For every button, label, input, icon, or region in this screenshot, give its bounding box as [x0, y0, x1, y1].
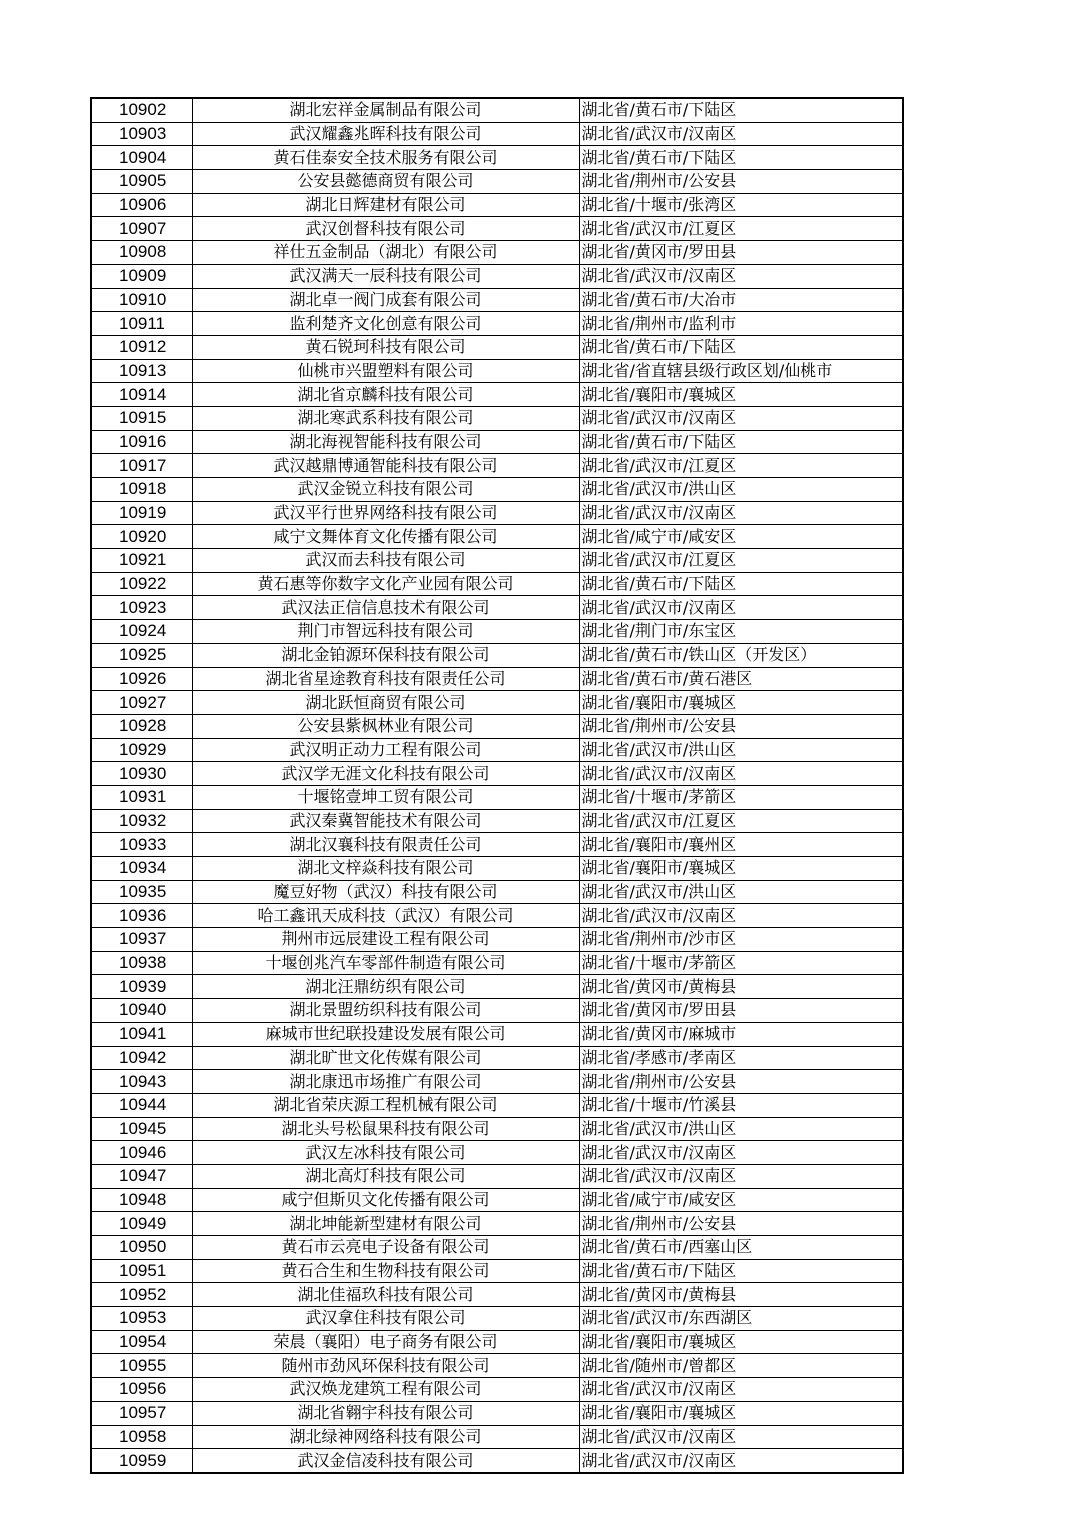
row-id-cell: 10926	[91, 667, 192, 691]
location-cell: 湖北省/黄石市/黄石港区	[579, 667, 903, 691]
company-name-cell: 公安县懿德商贸有限公司	[192, 170, 579, 194]
table-row	[91, 1093, 903, 1117]
location-cell: 湖北省/黄石市/下陆区	[579, 146, 903, 170]
location-cell: 湖北省/襄阳市/襄城区	[579, 857, 903, 881]
row-id-cell: 10906	[91, 193, 192, 217]
table-row	[91, 857, 903, 881]
company-name-cell: 咸宁但斯贝文化传播有限公司	[192, 1188, 579, 1212]
company-name-cell: 湖北绿神网络科技有限公司	[192, 1425, 579, 1449]
table-row	[91, 762, 903, 786]
company-name-cell: 十堰铭壹坤工贸有限公司	[192, 785, 579, 809]
company-name-cell: 湖北景盟纺织科技有限公司	[192, 999, 579, 1023]
table-row	[91, 1307, 903, 1331]
table-row	[91, 1354, 903, 1378]
company-name-cell: 十堰创兆汽车零部件制造有限公司	[192, 951, 579, 975]
location-cell: 湖北省/荆门市/东宝区	[579, 620, 903, 644]
location-cell: 湖北省/咸宁市/咸安区	[579, 525, 903, 549]
company-name-cell: 魔豆好物（武汉）科技有限公司	[192, 880, 579, 904]
location-cell: 湖北省/武汉市/江夏区	[579, 217, 903, 241]
company-name-cell: 湖北金铂源环保科技有限公司	[192, 643, 579, 667]
row-id-cell: 10908	[91, 241, 192, 265]
table-row	[91, 288, 903, 312]
company-name-cell: 咸宁文舞体育文化传播有限公司	[192, 525, 579, 549]
table-row	[91, 335, 903, 359]
table-row	[91, 667, 903, 691]
table-row	[91, 549, 903, 573]
row-id-cell: 10912	[91, 335, 192, 359]
company-name-cell: 荆州市远辰建设工程有限公司	[192, 928, 579, 952]
table-row	[91, 1022, 903, 1046]
row-id-cell: 10956	[91, 1378, 192, 1402]
table-row	[91, 1212, 903, 1236]
table-row	[91, 596, 903, 620]
company-name-cell: 湖北海视智能科技有限公司	[192, 430, 579, 454]
table-row	[91, 714, 903, 738]
row-id-cell: 10928	[91, 714, 192, 738]
table-body	[91, 98, 903, 1473]
location-cell: 湖北省/襄阳市/襄城区	[579, 1401, 903, 1425]
company-name-cell: 湖北省荣庆源工程机械有限公司	[192, 1093, 579, 1117]
location-cell: 湖北省/武汉市/汉南区	[579, 1425, 903, 1449]
row-id-cell: 10951	[91, 1259, 192, 1283]
location-cell: 湖北省/黄冈市/黄梅县	[579, 1283, 903, 1307]
company-name-cell: 黄石惠等你数字文化产业园有限公司	[192, 572, 579, 596]
location-cell: 湖北省/十堰市/茅箭区	[579, 785, 903, 809]
company-name-cell: 公安县紫枫林业有限公司	[192, 714, 579, 738]
table-row	[91, 1283, 903, 1307]
company-name-cell: 武汉越鼎博通智能科技有限公司	[192, 454, 579, 478]
row-id-cell: 10934	[91, 857, 192, 881]
table-row	[91, 406, 903, 430]
row-id-cell: 10921	[91, 549, 192, 573]
location-cell: 湖北省/黄石市/下陆区	[579, 572, 903, 596]
location-cell: 湖北省/襄阳市/襄城区	[579, 691, 903, 715]
location-cell: 湖北省/武汉市/汉南区	[579, 1141, 903, 1165]
company-name-cell: 武汉创督科技有限公司	[192, 217, 579, 241]
company-name-cell: 武汉秦冀智能技术有限公司	[192, 809, 579, 833]
table-row	[91, 809, 903, 833]
location-cell: 湖北省/武汉市/汉南区	[579, 264, 903, 288]
company-name-cell: 湖北头号松鼠果科技有限公司	[192, 1117, 579, 1141]
company-name-cell: 武汉而去科技有限公司	[192, 549, 579, 573]
company-name-cell: 湖北汪鼎纺织有限公司	[192, 975, 579, 999]
company-name-cell: 湖北跃恒商贸有限公司	[192, 691, 579, 715]
row-id-cell: 10937	[91, 928, 192, 952]
location-cell: 湖北省/武汉市/汉南区	[579, 122, 903, 146]
company-name-cell: 武汉学无涯文化科技有限公司	[192, 762, 579, 786]
row-id-cell: 10950	[91, 1236, 192, 1260]
row-id-cell: 10939	[91, 975, 192, 999]
location-cell: 湖北省/武汉市/洪山区	[579, 738, 903, 762]
table-row	[91, 1164, 903, 1188]
company-name-cell: 黄石合生和生物科技有限公司	[192, 1259, 579, 1283]
company-name-cell: 湖北佳福玖科技有限公司	[192, 1283, 579, 1307]
location-cell: 湖北省/黄冈市/麻城市	[579, 1022, 903, 1046]
company-name-cell: 仙桃市兴盟塑料有限公司	[192, 359, 579, 383]
table-row	[91, 1117, 903, 1141]
table-row	[91, 1330, 903, 1354]
company-name-cell: 湖北康迅市场推广有限公司	[192, 1070, 579, 1094]
table-row	[91, 501, 903, 525]
table-row	[91, 478, 903, 502]
location-cell: 湖北省/十堰市/竹溪县	[579, 1093, 903, 1117]
location-cell: 湖北省/黄石市/下陆区	[579, 98, 903, 122]
location-cell: 湖北省/荆州市/公安县	[579, 170, 903, 194]
table-row	[91, 383, 903, 407]
location-cell: 湖北省/武汉市/汉南区	[579, 501, 903, 525]
table-row	[91, 1425, 903, 1449]
row-id-cell: 10903	[91, 122, 192, 146]
table-row	[91, 975, 903, 999]
row-id-cell: 10911	[91, 312, 192, 336]
row-id-cell: 10947	[91, 1164, 192, 1188]
row-id-cell: 10936	[91, 904, 192, 928]
location-cell: 湖北省/荆州市/沙市区	[579, 928, 903, 952]
row-id-cell: 10954	[91, 1330, 192, 1354]
location-cell: 湖北省/黄石市/下陆区	[579, 430, 903, 454]
row-id-cell: 10909	[91, 264, 192, 288]
location-cell: 湖北省/武汉市/汉南区	[579, 406, 903, 430]
row-id-cell: 10917	[91, 454, 192, 478]
location-cell: 湖北省/武汉市/汉南区	[579, 1378, 903, 1402]
row-id-cell: 10913	[91, 359, 192, 383]
row-id-cell: 10931	[91, 785, 192, 809]
location-cell: 湖北省/荆州市/公安县	[579, 714, 903, 738]
company-name-cell: 湖北高灯科技有限公司	[192, 1164, 579, 1188]
row-id-cell: 10918	[91, 478, 192, 502]
table-row	[91, 951, 903, 975]
row-id-cell: 10922	[91, 572, 192, 596]
row-id-cell: 10942	[91, 1046, 192, 1070]
table-row	[91, 928, 903, 952]
table-row	[91, 146, 903, 170]
location-cell: 湖北省/荆州市/监利市	[579, 312, 903, 336]
row-id-cell: 10910	[91, 288, 192, 312]
location-cell: 湖北省/黄冈市/黄梅县	[579, 975, 903, 999]
company-name-cell: 祥仕五金制品（湖北）有限公司	[192, 241, 579, 265]
table-row	[91, 833, 903, 857]
table-row	[91, 1236, 903, 1260]
table-row	[91, 359, 903, 383]
location-cell: 湖北省/武汉市/江夏区	[579, 809, 903, 833]
row-id-cell: 10907	[91, 217, 192, 241]
row-id-cell: 10915	[91, 406, 192, 430]
location-cell: 湖北省/武汉市/洪山区	[579, 880, 903, 904]
location-cell: 湖北省/武汉市/洪山区	[579, 478, 903, 502]
company-name-cell: 武汉焕龙建筑工程有限公司	[192, 1378, 579, 1402]
table-row	[91, 691, 903, 715]
location-cell: 湖北省/黄石市/下陆区	[579, 335, 903, 359]
location-cell: 湖北省/武汉市/江夏区	[579, 454, 903, 478]
table-row	[91, 193, 903, 217]
row-id-cell: 10920	[91, 525, 192, 549]
row-id-cell: 10946	[91, 1141, 192, 1165]
row-id-cell: 10904	[91, 146, 192, 170]
table-row	[91, 620, 903, 644]
company-name-cell: 荣晨（襄阳）电子商务有限公司	[192, 1330, 579, 1354]
table-row	[91, 217, 903, 241]
company-name-cell: 湖北寒武系科技有限公司	[192, 406, 579, 430]
table-row	[91, 1070, 903, 1094]
location-cell: 湖北省/省直辖县级行政区划/仙桃市	[579, 359, 903, 383]
row-id-cell: 10914	[91, 383, 192, 407]
table-row	[91, 312, 903, 336]
location-cell: 湖北省/武汉市/江夏区	[579, 549, 903, 573]
company-name-cell: 武汉耀鑫兆晖科技有限公司	[192, 122, 579, 146]
company-name-cell: 武汉平行世界网络科技有限公司	[192, 501, 579, 525]
table-row	[91, 430, 903, 454]
location-cell: 湖北省/襄阳市/襄州区	[579, 833, 903, 857]
table-row	[91, 738, 903, 762]
company-name-cell: 湖北日辉建材有限公司	[192, 193, 579, 217]
row-id-cell: 10953	[91, 1307, 192, 1331]
location-cell: 湖北省/孝感市/孝南区	[579, 1046, 903, 1070]
company-name-cell: 麻城市世纪联投建设发展有限公司	[192, 1022, 579, 1046]
location-cell: 湖北省/武汉市/汉南区	[579, 596, 903, 620]
location-cell: 湖北省/黄石市/西塞山区	[579, 1236, 903, 1260]
table-row	[91, 98, 903, 122]
table-row	[91, 643, 903, 667]
company-name-cell: 哈工鑫讯天成科技（武汉）有限公司	[192, 904, 579, 928]
location-cell: 湖北省/武汉市/洪山区	[579, 1117, 903, 1141]
row-id-cell: 10916	[91, 430, 192, 454]
company-name-cell: 武汉法正信信息技术有限公司	[192, 596, 579, 620]
location-cell: 湖北省/随州市/曾都区	[579, 1354, 903, 1378]
row-id-cell: 10932	[91, 809, 192, 833]
location-cell: 湖北省/武汉市/汉南区	[579, 1449, 903, 1473]
table-row	[91, 170, 903, 194]
company-name-cell: 湖北省翱宇科技有限公司	[192, 1401, 579, 1425]
row-id-cell: 10938	[91, 951, 192, 975]
table-row	[91, 999, 903, 1023]
company-name-cell: 武汉明正动力工程有限公司	[192, 738, 579, 762]
company-name-cell: 武汉拿住科技有限公司	[192, 1307, 579, 1331]
location-cell: 湖北省/武汉市/汉南区	[579, 762, 903, 786]
location-cell: 湖北省/十堰市/张湾区	[579, 193, 903, 217]
table-row	[91, 264, 903, 288]
company-name-cell: 监利楚齐文化创意有限公司	[192, 312, 579, 336]
company-name-cell: 湖北卓一阀门成套有限公司	[192, 288, 579, 312]
location-cell: 湖北省/武汉市/汉南区	[579, 904, 903, 928]
company-table	[90, 97, 904, 1474]
row-id-cell: 10902	[91, 98, 192, 122]
row-id-cell: 10948	[91, 1188, 192, 1212]
company-name-cell: 湖北省京麟科技有限公司	[192, 383, 579, 407]
location-cell: 湖北省/黄石市/铁山区（开发区）	[579, 643, 903, 667]
row-id-cell: 10945	[91, 1117, 192, 1141]
row-id-cell: 10905	[91, 170, 192, 194]
company-name-cell: 湖北省星途教育科技有限责任公司	[192, 667, 579, 691]
row-id-cell: 10949	[91, 1212, 192, 1236]
company-name-cell: 湖北坤能新型建材有限公司	[192, 1212, 579, 1236]
row-id-cell: 10927	[91, 691, 192, 715]
row-id-cell: 10923	[91, 596, 192, 620]
location-cell: 湖北省/荆州市/公安县	[579, 1070, 903, 1094]
location-cell: 湖北省/黄冈市/罗田县	[579, 999, 903, 1023]
row-id-cell: 10944	[91, 1093, 192, 1117]
table-row	[91, 1188, 903, 1212]
location-cell: 湖北省/武汉市/东西湖区	[579, 1307, 903, 1331]
location-cell: 湖北省/荆州市/公安县	[579, 1212, 903, 1236]
row-id-cell: 10919	[91, 501, 192, 525]
company-list-sheet	[90, 97, 902, 1474]
company-name-cell: 湖北汉襄科技有限责任公司	[192, 833, 579, 857]
company-name-cell: 湖北文梓焱科技有限公司	[192, 857, 579, 881]
table-row	[91, 880, 903, 904]
location-cell: 湖北省/十堰市/茅箭区	[579, 951, 903, 975]
company-name-cell: 随州市劲风环保科技有限公司	[192, 1354, 579, 1378]
table-row	[91, 1141, 903, 1165]
row-id-cell: 10958	[91, 1425, 192, 1449]
table-row	[91, 1449, 903, 1473]
table-row	[91, 122, 903, 146]
location-cell: 湖北省/黄冈市/罗田县	[579, 241, 903, 265]
company-name-cell: 武汉左冰科技有限公司	[192, 1141, 579, 1165]
company-name-cell: 武汉金锐立科技有限公司	[192, 478, 579, 502]
location-cell: 湖北省/襄阳市/襄城区	[579, 1330, 903, 1354]
company-name-cell: 黄石锐珂科技有限公司	[192, 335, 579, 359]
row-id-cell: 10940	[91, 999, 192, 1023]
location-cell: 湖北省/黄石市/下陆区	[579, 1259, 903, 1283]
table-row	[91, 1378, 903, 1402]
company-name-cell: 湖北宏祥金属制品有限公司	[192, 98, 579, 122]
location-cell: 湖北省/咸宁市/咸安区	[579, 1188, 903, 1212]
row-id-cell: 10935	[91, 880, 192, 904]
row-id-cell: 10929	[91, 738, 192, 762]
row-id-cell: 10930	[91, 762, 192, 786]
table-row	[91, 904, 903, 928]
company-name-cell: 湖北旷世文化传媒有限公司	[192, 1046, 579, 1070]
company-name-cell: 黄石市云亮电子设备有限公司	[192, 1236, 579, 1260]
company-name-cell: 荆门市智远科技有限公司	[192, 620, 579, 644]
row-id-cell: 10925	[91, 643, 192, 667]
table-row	[91, 241, 903, 265]
row-id-cell: 10941	[91, 1022, 192, 1046]
company-name-cell: 武汉金信凌科技有限公司	[192, 1449, 579, 1473]
location-cell: 湖北省/武汉市/汉南区	[579, 1164, 903, 1188]
table-row	[91, 525, 903, 549]
table-row	[91, 572, 903, 596]
row-id-cell: 10943	[91, 1070, 192, 1094]
table-row	[91, 1401, 903, 1425]
row-id-cell: 10955	[91, 1354, 192, 1378]
location-cell: 湖北省/黄石市/大冶市	[579, 288, 903, 312]
table-row	[91, 1046, 903, 1070]
row-id-cell: 10959	[91, 1449, 192, 1473]
company-name-cell: 武汉满天一辰科技有限公司	[192, 264, 579, 288]
row-id-cell: 10952	[91, 1283, 192, 1307]
table-row	[91, 454, 903, 478]
row-id-cell: 10924	[91, 620, 192, 644]
row-id-cell: 10957	[91, 1401, 192, 1425]
location-cell: 湖北省/襄阳市/襄城区	[579, 383, 903, 407]
table-row	[91, 1259, 903, 1283]
company-name-cell: 黄石佳泰安全技术服务有限公司	[192, 146, 579, 170]
row-id-cell: 10933	[91, 833, 192, 857]
table-row	[91, 785, 903, 809]
